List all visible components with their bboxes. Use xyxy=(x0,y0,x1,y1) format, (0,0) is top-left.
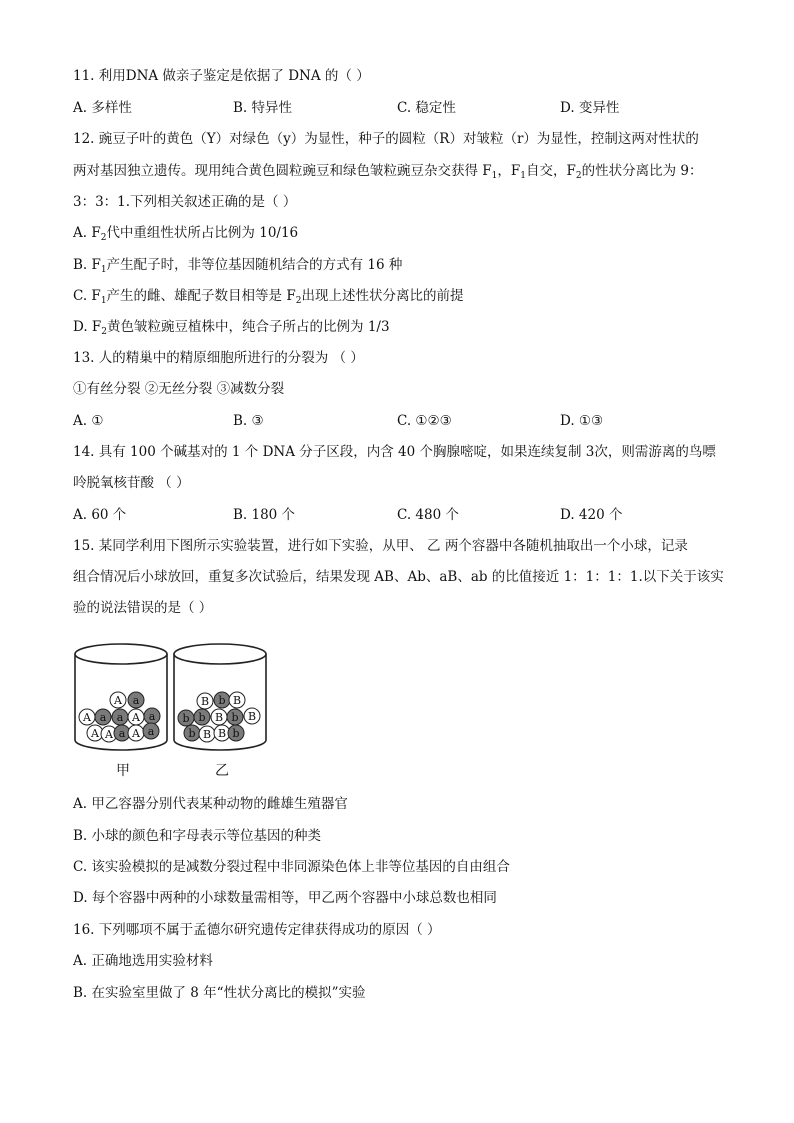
svg-text:a: a xyxy=(147,725,155,738)
q12-option-d: D. $F_2$黄色皱粒豌豆植株中，纯合子所占的比例为 1/3 xyxy=(73,319,390,337)
container-jia-ball xyxy=(95,709,111,725)
container-yi-ball xyxy=(227,709,243,725)
svg-text:B: B xyxy=(217,727,227,740)
q11-option-c: C. 稳定性 xyxy=(397,100,456,116)
container-jia-ball xyxy=(128,709,144,725)
q13-option-d: D. ①③ xyxy=(560,413,604,429)
q16-stem: 16. 下列哪项不属于孟德尔研究遗传定律获得成功的原因（ ） xyxy=(73,922,441,938)
container-jia xyxy=(75,644,167,750)
svg-text:A: A xyxy=(105,728,113,741)
svg-text:a: a xyxy=(116,711,124,724)
q14-option-b: B. 180 个 xyxy=(233,507,296,523)
svg-text:A: A xyxy=(114,694,122,707)
svg-text:b: b xyxy=(218,694,226,707)
q13-option-c: C. ①②③ xyxy=(397,413,452,429)
container-jia-ball xyxy=(143,723,159,739)
container-jia-label: 甲 xyxy=(116,763,130,779)
q15-option-d: D. 每个容器中两种的小球数量需相等，甲乙两个容器中小球总数也相同 xyxy=(73,890,497,906)
svg-text:A: A xyxy=(132,727,140,740)
q11-option-a: A. 多样性 xyxy=(73,100,132,116)
container-yi-ball xyxy=(214,692,230,708)
container-yi-ball xyxy=(184,725,200,741)
container-jia-ball xyxy=(144,708,160,724)
svg-text:a: a xyxy=(99,711,107,724)
q15-option-b: B. 小球的颜色和字母表示等位基因的种类 xyxy=(73,828,322,844)
container-jia-ball xyxy=(128,725,144,741)
q11-option-d: D. 变异性 xyxy=(560,100,620,116)
container-yi-ball xyxy=(197,693,213,709)
q13-choices: ①有丝分裂 ②无丝分裂 ③减数分裂 xyxy=(73,381,285,397)
q15-stem-line2: 组合情况后小球放回，重复多次试验后，结果发现 AB、Ab、aB、ab 的比值接近 1：1：1：1.以下关于该实 xyxy=(73,569,724,585)
svg-text:b: b xyxy=(232,727,240,740)
container-yi-label: 乙 xyxy=(215,763,229,779)
container-yi xyxy=(174,644,266,750)
container-yi-ball xyxy=(244,708,260,724)
q15-stem-line3: 验的说法错误的是（ ） xyxy=(73,600,213,616)
svg-text:A: A xyxy=(83,711,91,724)
q15-option-a: A. 甲乙容器分别代表某种动物的雌雄生殖器官 xyxy=(73,796,348,812)
svg-text:b: b xyxy=(198,711,206,724)
container-yi-balls xyxy=(178,692,260,742)
container-yi-ball xyxy=(199,726,215,742)
svg-text:B: B xyxy=(202,728,212,741)
svg-text:A: A xyxy=(132,711,140,724)
container-jia-ball xyxy=(79,709,95,725)
q14-option-c: C. 480 个 xyxy=(397,507,459,523)
container-yi-ball xyxy=(211,709,227,725)
container-jia-ball xyxy=(110,692,126,708)
svg-text:B: B xyxy=(232,694,242,707)
svg-text:A: A xyxy=(91,727,99,740)
q14-stem-line2: 呤脱氧核苷酸 （ ） xyxy=(73,475,190,491)
q14-option-a: A. 60 个 xyxy=(73,507,127,523)
q12-option-b: B. $F_1$产生配子时，非等位基因随机结合的方式有 16 种 xyxy=(73,257,403,275)
q16-option-b: B. 在实验室里做了 8 年“性状分离比的模拟”实验 xyxy=(73,985,366,1001)
container-jia-balls xyxy=(79,692,160,742)
svg-text:b: b xyxy=(182,712,190,725)
svg-text:B: B xyxy=(200,695,210,708)
svg-text:b: b xyxy=(231,711,239,724)
q12-option-a: A. $F_2$代中重组性状所占比例为 10/16 xyxy=(73,225,299,243)
container-yi-ball xyxy=(228,725,244,741)
q13-option-a: A. ① xyxy=(73,413,104,429)
q11-stem: 11. 利用DNA 做亲子鉴定是依据了 DNA 的（ ） xyxy=(73,68,370,84)
q13-stem: 13. 人的精巢中的精原细胞所进行的分裂为 （ ） xyxy=(73,350,364,366)
q15-option-c: C. 该实验模拟的是减数分裂过程中非同源染色体上非等位基因的自由组合 xyxy=(73,859,510,875)
q12-stem-line1: 12. 豌豆子叶的黄色（Y）对绿色（y）为显性，种子的圆粒（R）对皱粒（r）为显性，控制这两对性状的 xyxy=(73,131,699,147)
svg-text:a: a xyxy=(132,694,140,707)
q12-stem-line2: 两对基因独立遗传。现用纯合黄色圆粒豌豆和绿色皱粒豌豆杂交获得 $F_1$，$F_1$自交，$F_2$的性状分离比为 9： xyxy=(73,163,703,181)
container-jia-ball xyxy=(112,709,128,725)
container-yi-ball xyxy=(229,692,245,708)
q12-stem-line3: 3：3：1.下列相关叙述正确的是（ ） xyxy=(73,194,297,210)
q11-option-b: B. 特异性 xyxy=(233,100,293,116)
q13-option-b: B. ③ xyxy=(233,413,264,429)
container-figure xyxy=(72,632,272,782)
q16-option-a: A. 正确地选用实验材料 xyxy=(73,953,213,969)
q15-stem-line1: 15. 某同学利用下图所示实验装置，进行如下实验，从甲、 乙 两个容器中各随机抽取出一个小球，记录 xyxy=(73,538,688,554)
svg-text:a: a xyxy=(118,727,126,740)
svg-text:a: a xyxy=(148,710,156,723)
container-jia-ball xyxy=(128,692,144,708)
svg-text:B: B xyxy=(247,710,257,723)
q14-stem-line1: 14. 具有 100 个碱基对的 1 个 DNA 分子区段，内含 40 个胸腺嘧啶，如果连续复制 3次，则需游离的鸟嘌 xyxy=(73,444,716,460)
svg-text:B: B xyxy=(214,711,224,724)
q14-option-d: D. 420 个 xyxy=(560,507,623,523)
container-yi-ball xyxy=(194,709,210,725)
svg-text:b: b xyxy=(188,727,196,740)
container-yi-ball xyxy=(178,710,194,726)
containers-drawing xyxy=(72,632,272,752)
q12-option-c: C. $F_1$产生的雌、雄配子数目相等是 $F_2$出现上述性状分离比的前提 xyxy=(73,288,464,306)
